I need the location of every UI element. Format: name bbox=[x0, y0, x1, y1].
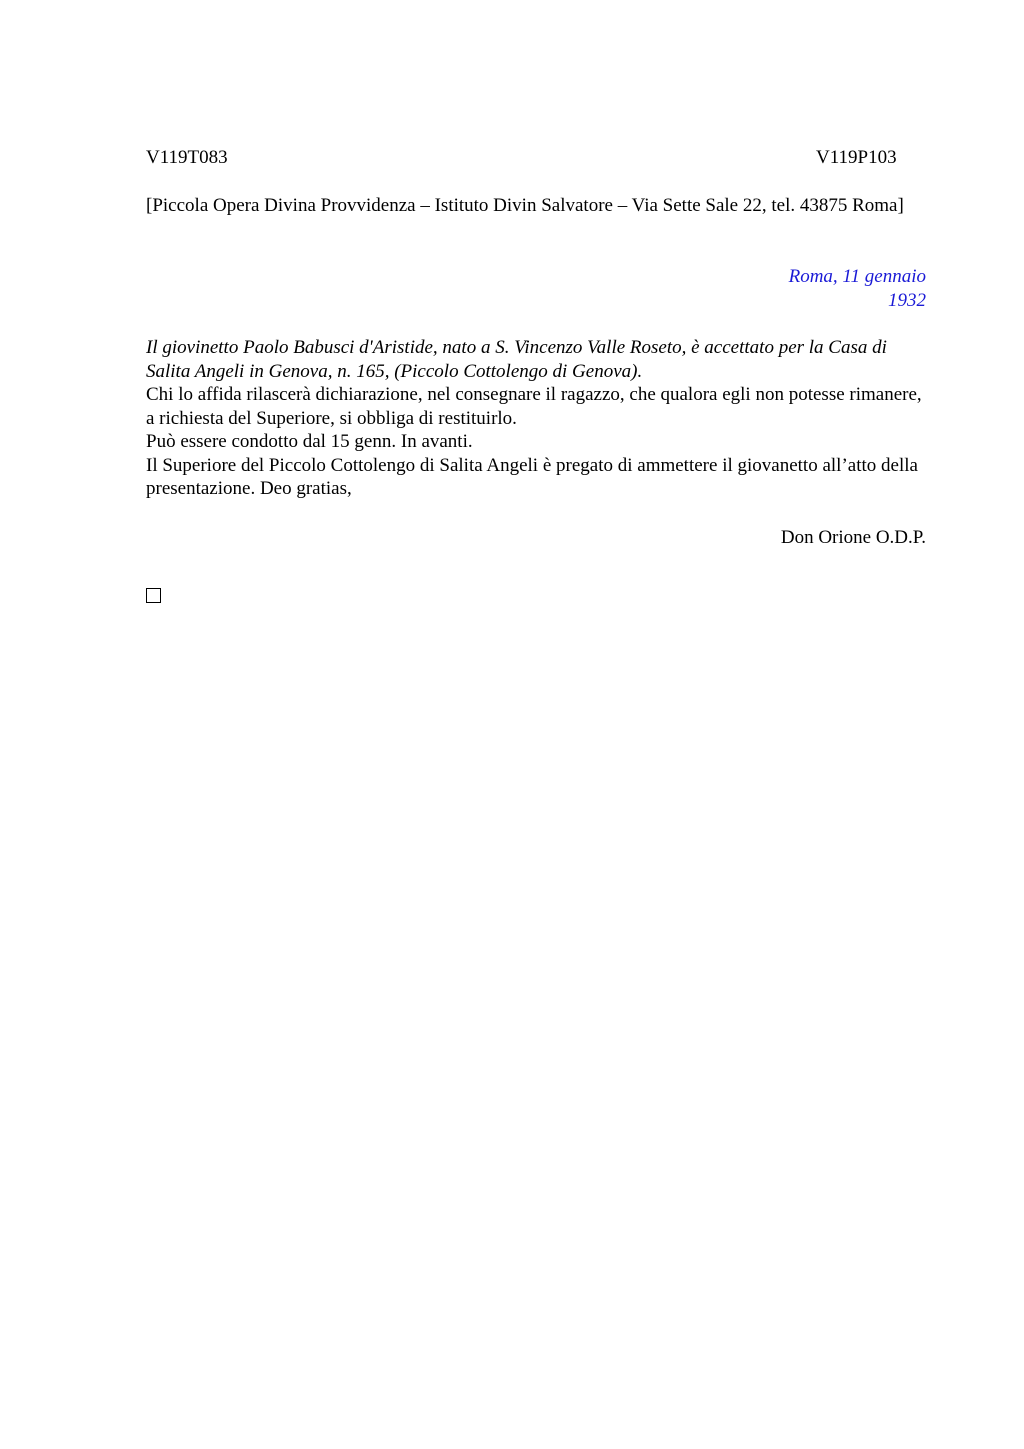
letter-paragraph-1: Chi lo affida rilascerà dichiarazione, nel consegnare il ragazzo, che qualora egli non potesse rimanere, a richiesta del Superiore, si obbliga di restituirlo. bbox=[146, 384, 922, 429]
letter-paragraph-3: Il Superiore del Piccolo Cottolengo di Salita Angeli è pregato di ammettere il giovanetto all’atto della presentazione. Deo gratias, bbox=[146, 454, 918, 499]
letterhead-note: [Piccola Opera Divina Provvidenza – Istituto Divin Salvatore – Via Sette Sale 22, tel. 43875 Roma] bbox=[146, 195, 904, 216]
letter-body bbox=[146, 336, 926, 501]
letter-signature: Don Orione O.D.P. bbox=[780, 527, 926, 548]
document-code-right: V119P103 bbox=[816, 147, 897, 168]
document-code-left: V119T083 bbox=[146, 147, 228, 168]
letter-paragraph-2: Può essere condotto dal 15 genn. In avanti. bbox=[146, 431, 473, 452]
letter-intro-paragraph: Il giovinetto Paolo Babusci d'Aristide, nato a S. Vincenzo Valle Roseto, è accettato per la Casa di Salita Angeli in Genova, n. 165, (Piccolo Cottolengo di Genova). bbox=[146, 337, 887, 382]
letter-date bbox=[700, 265, 926, 312]
letter-date-line-2: 1932 bbox=[888, 289, 926, 311]
letter-date-line-1: Roma, 11 gennaio bbox=[788, 266, 926, 287]
empty-checkbox-icon bbox=[146, 588, 161, 603]
